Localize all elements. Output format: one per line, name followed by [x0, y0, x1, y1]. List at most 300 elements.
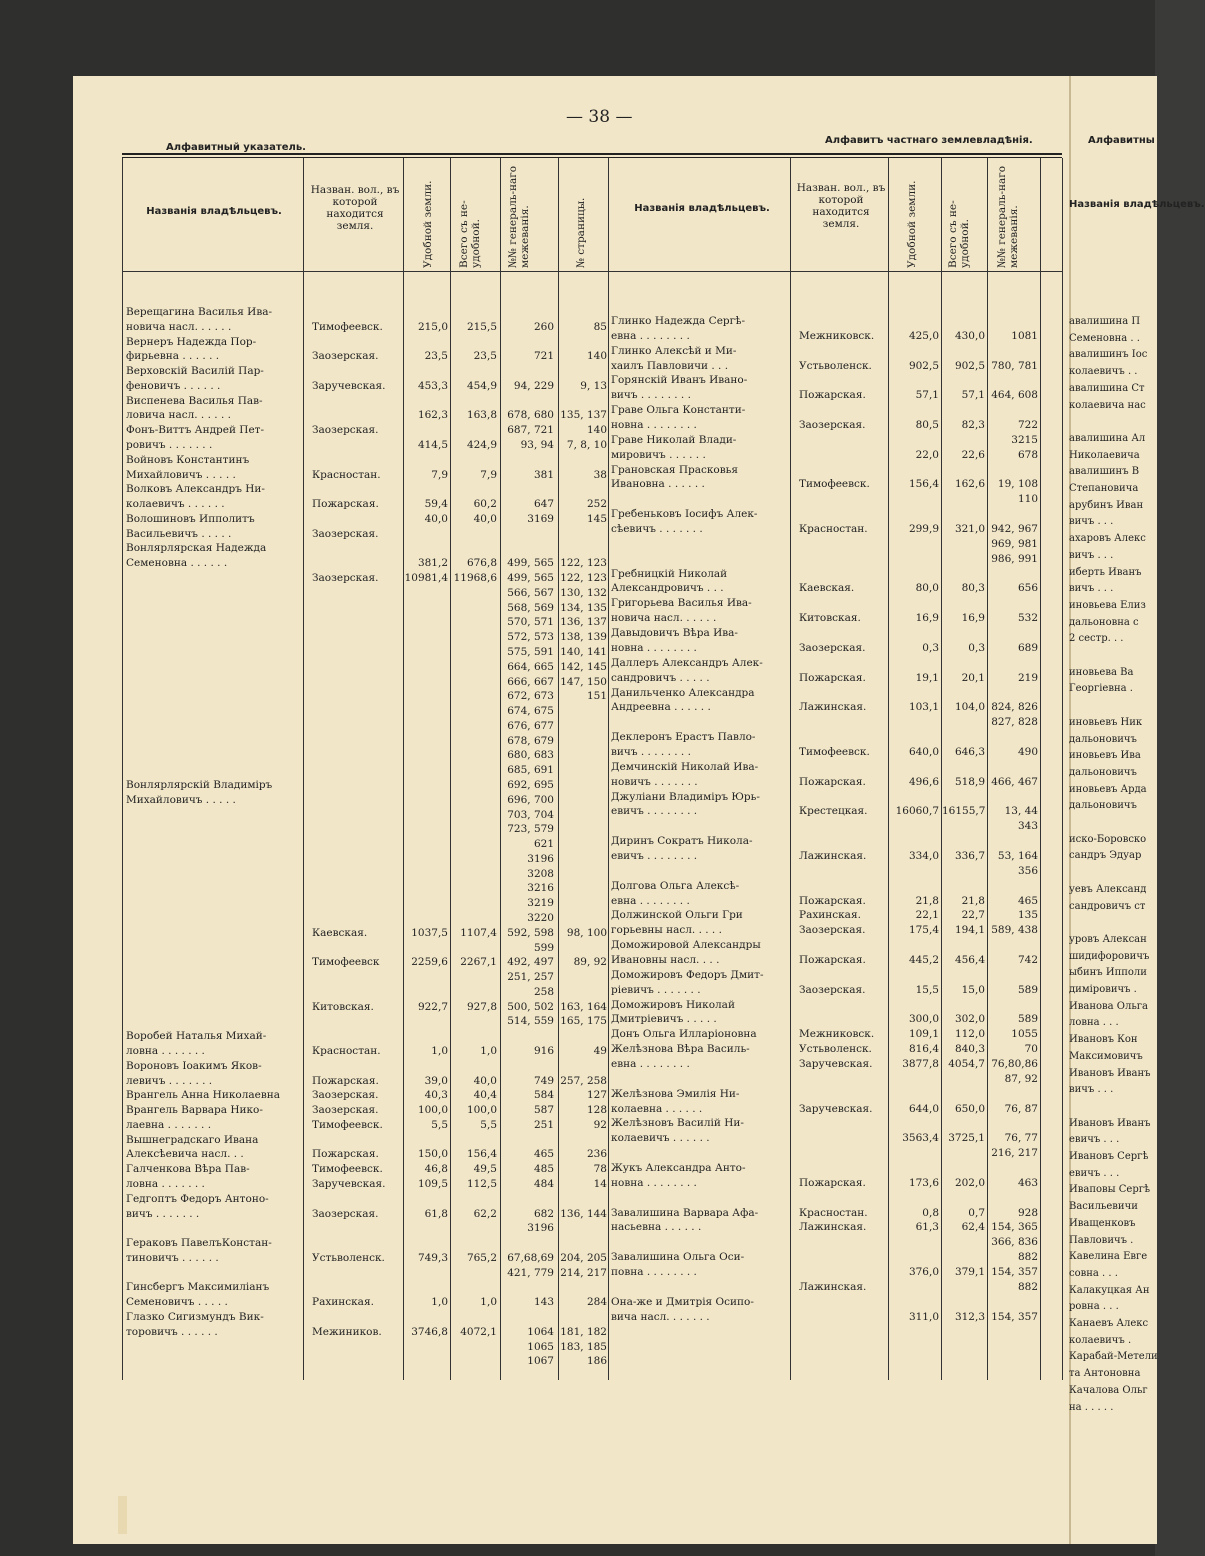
adjacent-row-text: уевъ Александ [1069, 883, 1147, 895]
left-cell-volost: Тимофеевск. [312, 1118, 383, 1131]
left-cell-owner: новича насл. . . . . . [126, 320, 232, 333]
left-cell-total: 23,5 [473, 350, 497, 363]
right-cell-survey: 824, 826 [991, 701, 1038, 714]
left-cell-survey: 3208 [527, 867, 554, 880]
right-cell-survey: 742 [1017, 953, 1038, 966]
right-cell-survey: 466, 467 [991, 775, 1038, 788]
right-cell-volost: Пожарская. [799, 389, 866, 402]
col-header-volost-left: Назван. вол., въ которой находится земля. [310, 184, 400, 232]
right-cell-volost: Тимофеевск. [799, 478, 870, 491]
right-cell-survey: 780, 781 [991, 359, 1038, 372]
left-cell-useful: 749,3 [417, 1251, 448, 1264]
right-cell-owner: Горянскій Иванъ Ивано- [611, 374, 748, 387]
right-cell-total: 21,8 [961, 894, 985, 907]
left-cell-total: 7,9 [480, 468, 497, 481]
left-cell-owner: Гедгоптъ Федоръ Антоно- [126, 1192, 269, 1205]
left-cell-owner: ловича насл. . . . . . [126, 409, 231, 422]
left-cell-pages: 85 [593, 320, 607, 333]
col-header-owners-left: Названія владѣльцевъ. [146, 206, 282, 217]
column-line [450, 158, 451, 1380]
left-cell-survey: 3220 [527, 911, 554, 924]
left-cell-survey: 251 [533, 1118, 554, 1131]
right-cell-survey: 463 [1017, 1176, 1038, 1189]
right-cell-owner: Жукъ Александра Анто- [611, 1162, 746, 1175]
right-cell-owner: Давыдовичъ Вѣра Ива- [611, 627, 738, 640]
right-cell-useful: 57,1 [915, 389, 939, 402]
right-cell-owner: Даллеръ Александръ Алек- [611, 656, 763, 669]
right-cell-owner: Желѣзновъ Василій Ни- [611, 1117, 744, 1130]
adjacent-row-text: колаевичъ . . [1069, 366, 1138, 378]
left-cell-survey: 485 [533, 1163, 554, 1176]
left-cell-survey: 3169 [527, 512, 554, 525]
right-cell-total: 57,1 [961, 389, 985, 402]
adjacent-row-text: дальоновичъ [1069, 733, 1137, 745]
right-cell-total: 16155,7 [942, 805, 986, 818]
adjacent-row-text: вичъ . . . [1069, 549, 1114, 561]
right-cell-useful: 156,4 [908, 478, 939, 491]
right-cell-useful: 644,0 [908, 1102, 939, 1115]
right-cell-survey: 1055 [1011, 1028, 1038, 1041]
left-cell-pages: 183, 185 [560, 1340, 607, 1353]
right-cell-survey: 928 [1017, 1206, 1038, 1219]
left-cell-owner: Войновъ Константинъ [126, 453, 250, 466]
right-cell-useful: 173,6 [908, 1176, 939, 1189]
left-cell-pages: 92 [593, 1118, 607, 1131]
col-header-pages-left: № страницы. [575, 197, 587, 268]
right-cell-volost: Заозерская. [799, 924, 866, 937]
adjacent-row-text: авалишинъ Іос [1069, 349, 1148, 361]
right-cell-owner: евичъ . . . . . . . . [611, 849, 698, 862]
left-cell-owner: феновичъ . . . . . . [126, 379, 221, 392]
left-cell-pages: 163, 164 [560, 1000, 607, 1013]
right-cell-total: 62,4 [961, 1221, 985, 1234]
right-cell-owner: Завалишина Ольга Оси- [611, 1251, 745, 1264]
right-cell-survey: 689 [1017, 641, 1038, 654]
adjacent-row-text: арубинъ Иван [1069, 499, 1144, 511]
left-cell-pages: 128 [586, 1104, 607, 1117]
right-cell-useful: 3877,8 [902, 1058, 939, 1070]
left-cell-survey: 692, 695 [507, 778, 554, 791]
left-cell-owner: Вонлярлярская Надежда [126, 542, 267, 555]
left-cell-owner: Вороновъ Іоакимъ Яков- [126, 1059, 262, 1072]
left-cell-volost: Заозерская. [312, 572, 379, 585]
right-cell-owner: горьевны насл. . . . . [611, 924, 722, 937]
left-cell-pages: 140 [586, 424, 607, 437]
adjacent-row-text: ахаровъ Алекс [1069, 533, 1146, 545]
right-cell-volost: Заручевская. [799, 1102, 873, 1115]
adjacent-row-text: Ивановъ Иванъ [1069, 1067, 1151, 1079]
left-cell-pages: 140 [586, 350, 607, 363]
adjacent-row-text: Георгіевна . [1069, 683, 1133, 695]
right-cell-survey: 656 [1017, 582, 1038, 595]
left-cell-total: 2267,1 [460, 956, 497, 969]
left-cell-pages: 145 [586, 512, 607, 525]
left-cell-survey: 568, 569 [507, 601, 554, 614]
right-cell-owner: Гребеньковъ Іосифъ Алек- [611, 508, 758, 521]
adjacent-row-text: Николаевича [1069, 449, 1140, 461]
right-cell-useful: 22,1 [915, 909, 939, 922]
left-cell-pages: 9, 13 [580, 379, 607, 392]
right-cell-owner: Граве Ольга Константи- [611, 404, 746, 417]
left-cell-pages: 134, 135 [560, 601, 607, 614]
col-header-useful-left: Удобной земли. [422, 180, 434, 268]
left-cell-survey: 682 [533, 1207, 554, 1220]
right-cell-useful: 300,0 [908, 1013, 939, 1026]
right-cell-owner: Желѣзнова Вѣра Василь- [611, 1043, 750, 1056]
right-cell-survey: 154, 357 [991, 1266, 1038, 1279]
left-cell-survey: 499, 565 [507, 557, 554, 570]
left-cell-pages: 130, 132 [560, 586, 607, 599]
left-cell-survey: 1067 [527, 1355, 554, 1368]
adjacent-row-text: Канаевъ Алекс [1069, 1318, 1149, 1329]
adjacent-row-text: евичъ . . . [1069, 1167, 1120, 1179]
right-cell-volost: Устьволенск. [799, 1043, 872, 1056]
header-rule-thin [122, 157, 1062, 158]
left-cell-volost: Пожарская. [312, 1074, 379, 1087]
right-cell-owner: Диринъ Сократъ Никола- [611, 835, 753, 848]
adjacent-row-text: уровъ Алексан [1069, 933, 1147, 945]
right-cell-survey: 589 [1017, 983, 1038, 996]
right-cell-total: 336,7 [954, 849, 985, 862]
right-cell-total: 456,4 [954, 953, 985, 966]
left-cell-useful: 414,5 [417, 439, 448, 452]
right-cell-volost: Заозерская. [799, 641, 866, 654]
right-cell-useful: 21,8 [915, 894, 939, 907]
left-cell-useful: 100,0 [417, 1104, 448, 1117]
adjacent-row-text: колаевичъ . [1069, 1334, 1132, 1346]
right-cell-volost: Лажинская. [799, 849, 867, 862]
right-cell-useful: 109,1 [908, 1028, 939, 1041]
adjacent-row-text: совна . . . [1069, 1267, 1118, 1279]
left-cell-useful: 215,0 [417, 320, 448, 333]
left-cell-survey: 674, 675 [507, 705, 554, 718]
column-line [1040, 158, 1041, 1380]
left-cell-pages: 252 [586, 498, 607, 511]
left-cell-useful: 1,0 [431, 1045, 448, 1057]
left-cell-survey: 421, 779 [507, 1266, 554, 1279]
right-cell-survey: 465 [1017, 894, 1038, 907]
left-cell-owner: ловна . . . . . . . [126, 1178, 205, 1191]
left-cell-total: 40,4 [473, 1089, 497, 1102]
right-cell-owner: насьевна . . . . . . [611, 1221, 702, 1234]
left-cell-survey: 584 [533, 1089, 554, 1102]
right-cell-owner: ріевичъ . . . . . . . [611, 983, 701, 996]
right-cell-total: 650,0 [954, 1102, 985, 1115]
right-cell-total: 321,0 [954, 523, 985, 536]
right-cell-survey: 154, 357 [991, 1310, 1038, 1323]
adjacent-row-text: Иванова Ольга [1069, 1000, 1148, 1012]
left-cell-total: 163,8 [466, 409, 497, 422]
right-cell-owner: Должинской Ольги Гри [611, 909, 743, 922]
right-cell-survey: 154, 365 [991, 1221, 1038, 1234]
right-cell-owner: новна . . . . . . . . [611, 641, 697, 654]
adjacent-row-text: Качалова Ольг [1069, 1384, 1148, 1396]
right-cell-useful: 299,9 [908, 523, 939, 536]
adjacent-row-text: колаевича нас [1069, 399, 1146, 411]
left-cell-pages: 142, 145 [560, 660, 607, 673]
col-header-total-left: Всего съ не-удобной. [458, 200, 482, 268]
adjacent-page [1069, 76, 1205, 1544]
left-cell-owner: Врангель Варвара Нико- [126, 1104, 263, 1117]
right-cell-volost: Лажинская. [799, 1280, 867, 1293]
right-cell-useful: 61,3 [915, 1221, 939, 1234]
left-cell-owner: торовичъ . . . . . . [126, 1325, 218, 1338]
left-cell-pages: 147, 150 [560, 675, 607, 688]
right-cell-total: 202,0 [954, 1176, 985, 1189]
left-cell-owner: Верещагина Василья Ива- [126, 306, 273, 318]
left-cell-volost: Заозерская. [312, 1207, 379, 1220]
left-cell-total: 765,2 [466, 1251, 497, 1264]
right-cell-owner: Дмитріевичъ . . . . . [611, 1013, 717, 1026]
right-cell-total: 3725,1 [948, 1132, 985, 1145]
left-cell-owner: Врангель Анна Николаевна [126, 1089, 281, 1102]
right-cell-volost: Заручевская. [799, 1058, 873, 1070]
left-cell-survey: 666, 667 [507, 675, 554, 688]
left-cell-survey: 1065 [527, 1340, 554, 1353]
left-cell-pages: 284 [586, 1296, 607, 1309]
left-cell-total: 1,0 [480, 1296, 497, 1309]
right-cell-survey: 110 [1017, 493, 1038, 506]
left-cell-useful: 162,3 [417, 409, 448, 422]
left-cell-survey: 723, 579 [507, 823, 554, 836]
left-cell-useful: 10981,4 [404, 572, 448, 585]
adjacent-row-text: Иваповы Сергѣ [1069, 1184, 1151, 1196]
left-cell-total: 100,0 [466, 1104, 497, 1117]
left-cell-pages: 257, 258 [560, 1074, 607, 1087]
right-cell-survey: 219 [1017, 671, 1038, 684]
left-cell-useful: 2259,6 [411, 956, 448, 969]
right-cell-owner: новича насл. . . . . . [611, 612, 717, 625]
left-cell-owner: лаевна . . . . . . . [126, 1118, 212, 1131]
left-cell-volost: Заозерская. [312, 1104, 379, 1117]
right-cell-survey: 589 [1017, 1013, 1038, 1026]
left-cell-total: 1107,4 [460, 926, 497, 939]
right-cell-owner: Григорьева Василья Ива- [611, 597, 752, 610]
right-cell-survey: 986, 991 [991, 552, 1038, 565]
left-cell-survey: 258 [533, 985, 554, 998]
right-cell-owner: евна . . . . . . . . [611, 894, 690, 907]
adjacent-row-text: иновьева Ва [1069, 666, 1134, 678]
right-cell-volost: Красностан. [799, 523, 868, 536]
right-cell-owner: вичъ . . . . . . . . [611, 389, 691, 402]
left-cell-survey: 687, 721 [507, 424, 554, 437]
adjacent-row-text: евичъ . . . [1069, 1134, 1120, 1146]
right-cell-survey: 76,80,86 [991, 1058, 1038, 1070]
right-cell-owner: Ивановна . . . . . . [611, 478, 705, 491]
adjacent-row-text: ловна . . . [1069, 1017, 1119, 1029]
left-cell-total: 424,9 [466, 439, 497, 452]
left-cell-pages: 49 [593, 1045, 607, 1057]
adjacent-row-text: Ивановъ Кон [1069, 1034, 1138, 1046]
right-cell-total: 0,7 [968, 1206, 985, 1219]
left-cell-owner: левичъ . . . . . . . [126, 1074, 213, 1087]
adjacent-row-text: ровна . . . [1069, 1301, 1119, 1313]
right-cell-useful: 311,0 [908, 1310, 939, 1323]
right-cell-owner: новна . . . . . . . . [611, 419, 697, 432]
left-cell-survey: 672, 673 [507, 690, 554, 703]
right-cell-total: 82,3 [961, 419, 985, 432]
right-cell-useful: 15,5 [915, 983, 939, 996]
left-cell-survey: 916 [533, 1045, 554, 1057]
left-cell-survey: 721 [533, 350, 554, 363]
adjacent-row-text: та Антоновна [1069, 1368, 1141, 1380]
left-cell-survey: 587 [533, 1104, 554, 1117]
adjacent-row-text: дальоновичъ [1069, 800, 1137, 812]
right-cell-owner: евичъ . . . . . . . . [611, 805, 698, 818]
left-cell-volost: Заозерская. [312, 1089, 379, 1102]
left-cell-survey: 3196 [527, 1222, 554, 1235]
left-cell-survey: 572, 573 [507, 631, 554, 644]
left-cell-total: 215,5 [466, 320, 497, 333]
adjacent-row-text: Максимовичъ [1069, 1050, 1143, 1062]
column-line [403, 158, 404, 1380]
right-cell-owner: Доможировъ Федоръ Дмит- [611, 968, 764, 981]
left-cell-owner: Волковъ Александръ Ни- [126, 483, 265, 496]
right-cell-owner: Завалишина Варвара Афа- [611, 1206, 759, 1219]
right-cell-owner: вича насл. . . . . . . [611, 1310, 710, 1323]
left-cell-useful: 1,0 [431, 1296, 448, 1309]
left-cell-survey: 251, 257 [507, 971, 554, 984]
adjacent-row-text: иберть Иванъ [1069, 566, 1142, 578]
right-cell-useful: 640,0 [908, 745, 939, 758]
right-cell-total: 0,3 [968, 641, 985, 654]
right-cell-owner: сандровичъ . . . . . [611, 671, 710, 684]
right-cell-owner: колаевна . . . . . . [611, 1102, 703, 1115]
left-cell-survey: 492, 497 [507, 956, 554, 969]
left-cell-survey: 260 [533, 320, 554, 333]
col-header-total-right: Всего съ не-удобной. [947, 200, 971, 268]
left-cell-owner: Семеновна . . . . . . [126, 557, 228, 570]
left-cell-pages: 136, 144 [560, 1207, 607, 1220]
right-cell-survey: 722 [1017, 419, 1038, 432]
left-cell-total: 454,9 [466, 379, 497, 392]
left-cell-total: 11968,6 [453, 572, 497, 585]
left-cell-volost: Заозерская. [312, 424, 379, 437]
left-cell-pages: 127 [586, 1089, 607, 1102]
adjacent-row-text: авалишина Ал [1069, 432, 1146, 444]
left-cell-useful: 922,7 [417, 1000, 448, 1013]
right-cell-total: 312,3 [954, 1310, 985, 1323]
left-cell-survey: 621 [533, 838, 554, 851]
right-cell-owner: Глинко Надежда Сергѣ- [611, 315, 746, 327]
left-cell-survey: 465 [533, 1148, 554, 1161]
right-cell-owner: Демчинскій Николай Ива- [611, 760, 759, 773]
right-cell-useful: 3563,4 [902, 1132, 939, 1145]
right-cell-survey: 53, 164 [997, 849, 1038, 862]
column-line [558, 158, 559, 1380]
right-cell-owner: сѣевичъ . . . . . . . [611, 523, 703, 536]
left-cell-pages: 165, 175 [560, 1015, 607, 1028]
left-cell-useful: 7,9 [431, 468, 448, 481]
adjacent-row-text: вичъ . . . [1069, 516, 1114, 528]
adjacent-row-text: иновьевъ Арда [1069, 783, 1147, 795]
right-cell-owner: колаевичъ . . . . . . [611, 1132, 710, 1145]
left-cell-owner: Глазко Сигизмундъ Вик- [126, 1311, 264, 1324]
left-cell-useful: 40,0 [424, 512, 448, 525]
right-cell-volost: Крестецкая. [799, 805, 868, 818]
right-cell-total: 302,0 [954, 1013, 985, 1026]
left-cell-total: 60,2 [473, 498, 497, 511]
right-cell-survey: 70 [1024, 1043, 1038, 1056]
right-cell-useful: 334,0 [908, 849, 939, 862]
right-cell-survey: 827, 828 [991, 716, 1038, 729]
left-cell-pages: 7, 8, 10 [566, 439, 607, 452]
left-cell-volost: Заозерская. [312, 527, 379, 540]
left-cell-survey: 696, 700 [507, 793, 554, 806]
left-cell-survey: 484 [533, 1178, 554, 1191]
right-cell-survey: 216, 217 [991, 1147, 1038, 1160]
left-cell-volost: Тимофеевск [312, 956, 380, 969]
right-cell-owner: Александровичъ . . . [611, 582, 724, 595]
right-cell-survey: 1081 [1011, 329, 1038, 342]
left-cell-owner: Волошиновъ Ипполитъ [126, 512, 255, 525]
left-cell-survey: 592, 598 [507, 926, 554, 939]
right-cell-owner: евна . . . . . . . . [611, 1058, 690, 1070]
left-cell-survey: 680, 683 [507, 749, 554, 762]
right-cell-survey: 356 [1017, 864, 1038, 877]
left-cell-owner: Вышнеградскаго Ивана [126, 1133, 259, 1146]
left-cell-volost: Красностан. [312, 1045, 381, 1057]
left-cell-volost: Заозерская. [312, 350, 379, 363]
left-cell-useful: 150,0 [417, 1148, 448, 1161]
left-cell-useful: 46,8 [424, 1163, 448, 1176]
left-cell-useful: 1037,5 [411, 926, 448, 939]
left-cell-pages: 78 [593, 1163, 607, 1176]
left-cell-survey: 566, 567 [507, 586, 554, 599]
right-cell-survey: 882 [1017, 1251, 1038, 1264]
right-cell-owner: Ивановны насл. . . . [611, 953, 720, 966]
right-cell-useful: 16,9 [915, 612, 939, 625]
adjacent-row-text: 2 сестр. . . [1069, 633, 1124, 645]
header-rule-thick [122, 153, 1062, 155]
left-cell-pages: 38 [593, 468, 607, 481]
right-cell-total: 518,9 [954, 775, 985, 788]
adjacent-owners-header: Названія владѣльцевъ. [1069, 199, 1205, 210]
left-cell-survey: 703, 704 [507, 808, 554, 821]
right-cell-owner: Доможировой Александры [611, 939, 761, 952]
right-cell-volost: Межниковск. [799, 1028, 875, 1041]
adjacent-row-text: Ивановъ Иванъ [1069, 1117, 1151, 1129]
page-number: — 38 — [566, 107, 633, 127]
left-cell-survey: 3196 [527, 852, 554, 865]
left-cell-pages: 151 [586, 690, 607, 703]
left-cell-survey: 570, 571 [507, 616, 554, 629]
left-cell-owner: Верховскій Василій Пар- [126, 365, 264, 378]
right-cell-survey: 13, 44 [1004, 805, 1038, 818]
right-cell-total: 15,0 [961, 983, 985, 996]
left-cell-pages: 136, 137 [560, 616, 607, 629]
adjacent-row-text: иновьевъ Ива [1069, 750, 1141, 762]
adjacent-row-text: Карабай-Метели [1069, 1351, 1158, 1363]
right-cell-survey: 135 [1017, 909, 1038, 922]
left-cell-owner: фирьевна . . . . . . [126, 350, 220, 363]
right-cell-total: 22,7 [961, 909, 985, 922]
adjacent-row-text: авалишина Ст [1069, 382, 1145, 394]
adjacent-row-text: иновьева Елиз [1069, 599, 1146, 611]
left-cell-owner: Гераковъ ПавелъКонстан- [126, 1237, 272, 1250]
left-cell-pages: 14 [593, 1178, 607, 1191]
right-cell-survey: 589, 438 [991, 924, 1038, 937]
right-cell-survey: 3215 [1011, 433, 1038, 446]
left-cell-pages: 181, 182 [560, 1325, 607, 1338]
col-header-useful-right: Удобной земли. [906, 180, 918, 268]
right-cell-total: 902,5 [954, 359, 985, 372]
left-cell-owner: Воробей Наталья Михай- [126, 1030, 267, 1043]
right-cell-owner: новна . . . . . . . . [611, 1176, 697, 1189]
right-cell-total: 840,3 [954, 1043, 985, 1056]
left-cell-volost: Межиников. [312, 1325, 382, 1338]
right-cell-useful: 902,5 [908, 359, 939, 372]
